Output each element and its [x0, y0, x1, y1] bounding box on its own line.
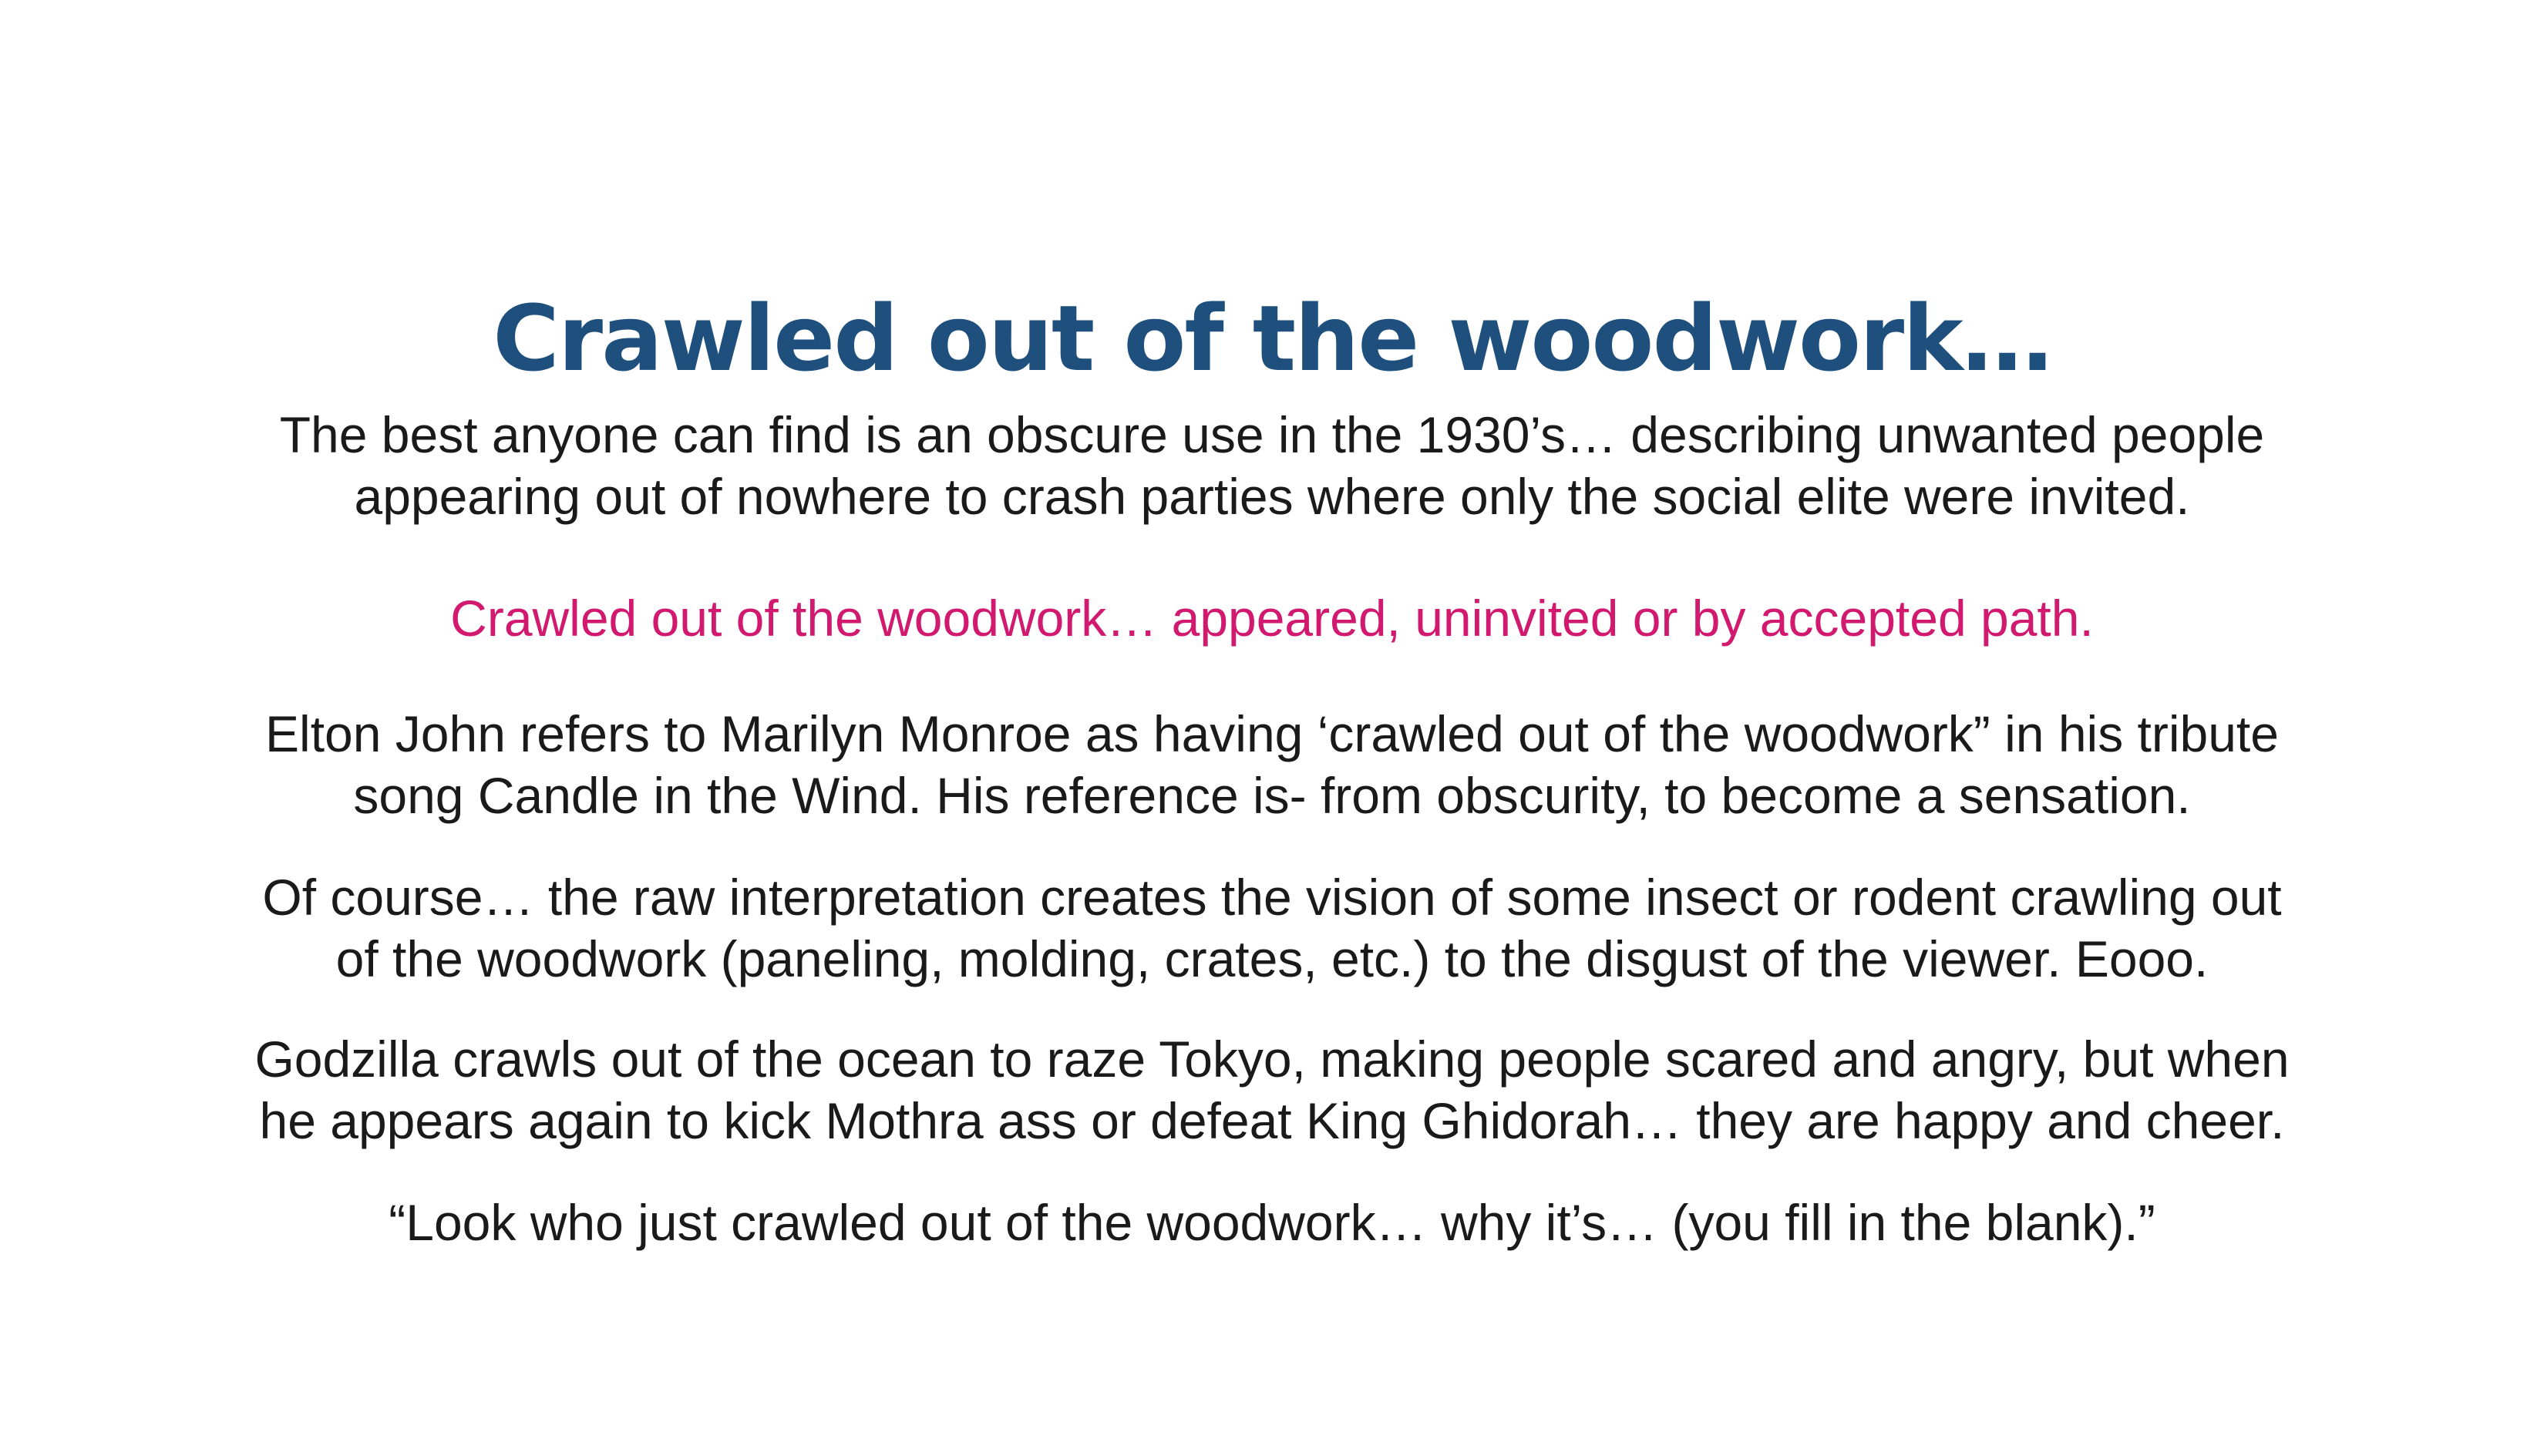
paragraph-godzilla [193, 1028, 2351, 1152]
paragraph-line: The best anyone can find is an obscure use in the 1930’s… describing unwanted people [279, 406, 2265, 463]
paragraph-elton-john [193, 703, 2351, 826]
paragraph-line: Godzilla crawls out of the ocean to raze Tokyo, making people scared and angry, but when [254, 1031, 2290, 1088]
paragraph-quote [193, 1192, 2351, 1253]
paragraph-line: Crawled out of the woodwork… appeared, uninvited or by accepted path. [450, 590, 2094, 647]
paragraph-line: of the woodwork (paneling, molding, crates, etc.) to the disgust of the viewer. Eooo. [335, 930, 2209, 987]
paragraph-line: appearing out of nowhere to crash parties where only the social elite were invited. [354, 468, 2190, 525]
paragraph-line: “Look who just crawled out of the woodwork… why it’s… (you fill in the blank).” [389, 1194, 2155, 1251]
slide-title: Crawled out of the woodwork… [493, 285, 2051, 392]
paragraph-raw-interpretation [193, 866, 2351, 990]
paragraph-definition [193, 587, 2351, 649]
paragraph-line: Elton John refers to Marilyn Monroe as having ‘crawled out of the woodwork” in his tribute [265, 705, 2279, 762]
paragraph-line: song Candle in the Wind. His reference is- from obscurity, to become a sensation. [353, 767, 2191, 824]
paragraph-origin [193, 404, 2351, 527]
paragraph-line: Of course… the raw interpretation creates the vision of some insect or rodent crawling out [262, 869, 2282, 926]
paragraph-line: he appears again to kick Mothra ass or defeat King Ghidorah… they are happy and cheer. [259, 1092, 2285, 1149]
